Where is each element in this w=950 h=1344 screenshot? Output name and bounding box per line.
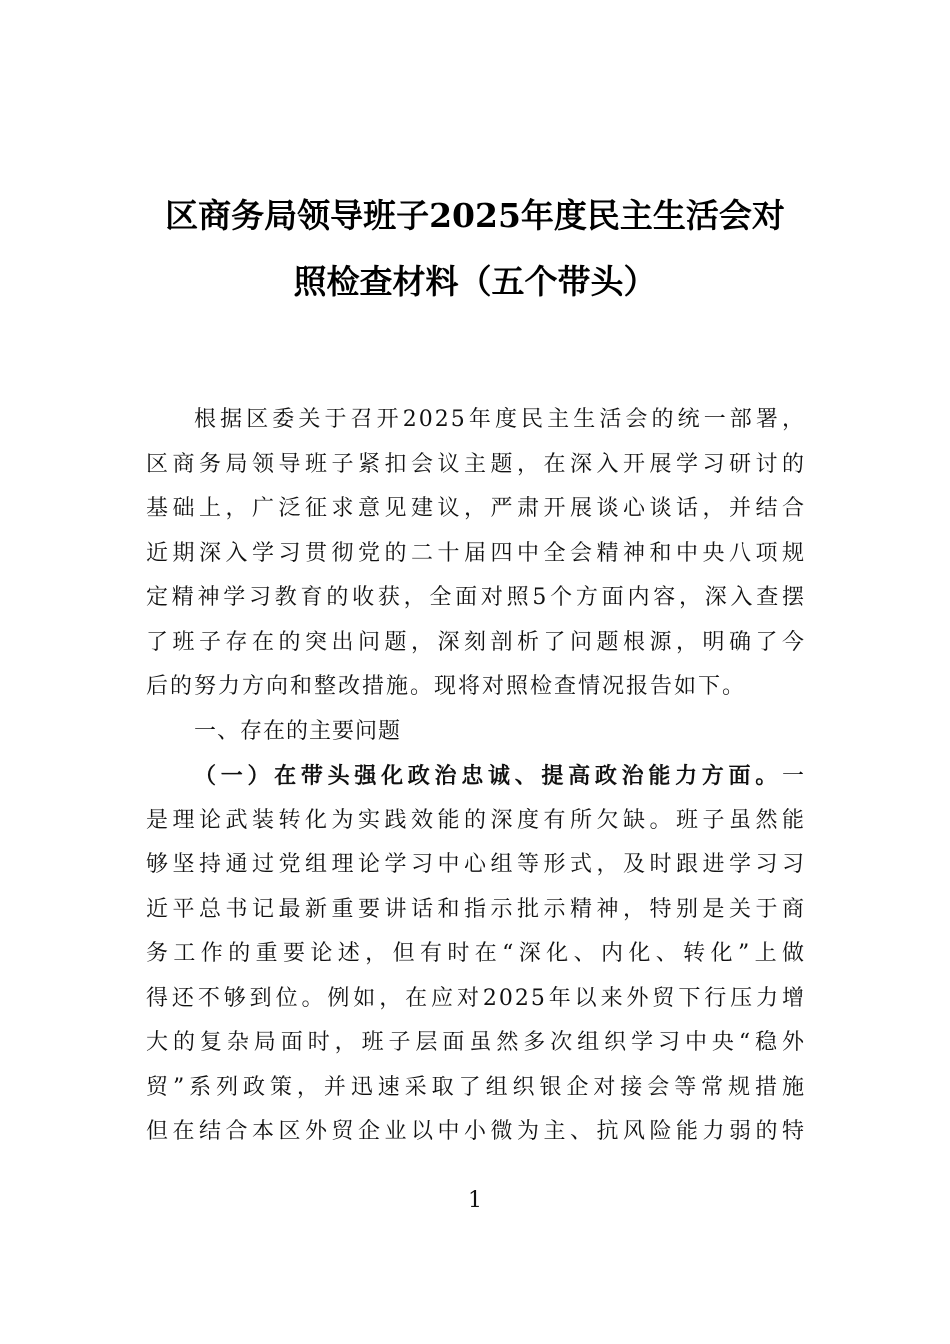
body-line-7: 贸”系列政策，并迅速采取了组织银企对接会等常规措施 <box>146 1074 806 1100</box>
subsection-lead: （一）在带头强化政治忠诚、提高政治能力方面。 <box>194 763 782 789</box>
intro-line-1: 根据区委关于召开2025年度民主生活会的统一部署， <box>194 407 806 432</box>
document-title-line-1: 区商务局领导班子2025年度民主生活会对 <box>165 196 785 235</box>
body-line-6: 大的复杂局面时，班子层面虽然多次组织学习中央“稳外 <box>146 1030 806 1055</box>
page-number: 1 <box>468 1188 482 1213</box>
intro-line-6: 了班子存在的突出问题，深刻剖析了问题根源，明确了今 <box>146 629 806 655</box>
body-line-5: 得还不够到位。例如，在应对2025年以来外贸下行压力增 <box>146 985 806 1011</box>
body-line-2: 够坚持通过党组理论学习中心组等形式，及时跟进学习习 <box>146 852 806 877</box>
intro-line-7: 后的努力方向和整改措施。现将对照检查情况报告如下。 <box>146 674 747 699</box>
intro-line-5: 定精神学习教育的收获，全面对照5个方面内容，深入查摆 <box>146 585 806 610</box>
document-body <box>146 398 806 1155</box>
section-heading: 一、存在的主要问题 <box>194 718 402 744</box>
body-line-3: 近平总书记最新重要讲话和指示批示精神，特别是关于商 <box>146 896 806 922</box>
document-title-line-2: 照检查材料（五个带头） <box>293 262 657 301</box>
intro-line-3: 基础上，广泛征求意见建议，严肃开展谈心谈话，并结合 <box>146 496 806 521</box>
subsection-tail: 一 <box>781 764 806 789</box>
intro-line-2: 区商务局领导班子紧扣会议主题，在深入开展学习研讨的 <box>146 451 806 477</box>
body-line-8: 但在结合本区外贸企业以中小微为主、抗风险能力弱的特 <box>146 1119 806 1144</box>
intro-line-4: 近期深入学习贯彻党的二十届四中全会精神和中央八项规 <box>146 540 806 566</box>
subsection-first-line <box>146 754 806 799</box>
body-line-4: 务工作的重要论述，但有时在“深化、内化、转化”上做 <box>146 941 806 966</box>
body-line-1: 是理论武装转化为实践效能的深度有所欠缺。班子虽然能 <box>146 807 806 833</box>
